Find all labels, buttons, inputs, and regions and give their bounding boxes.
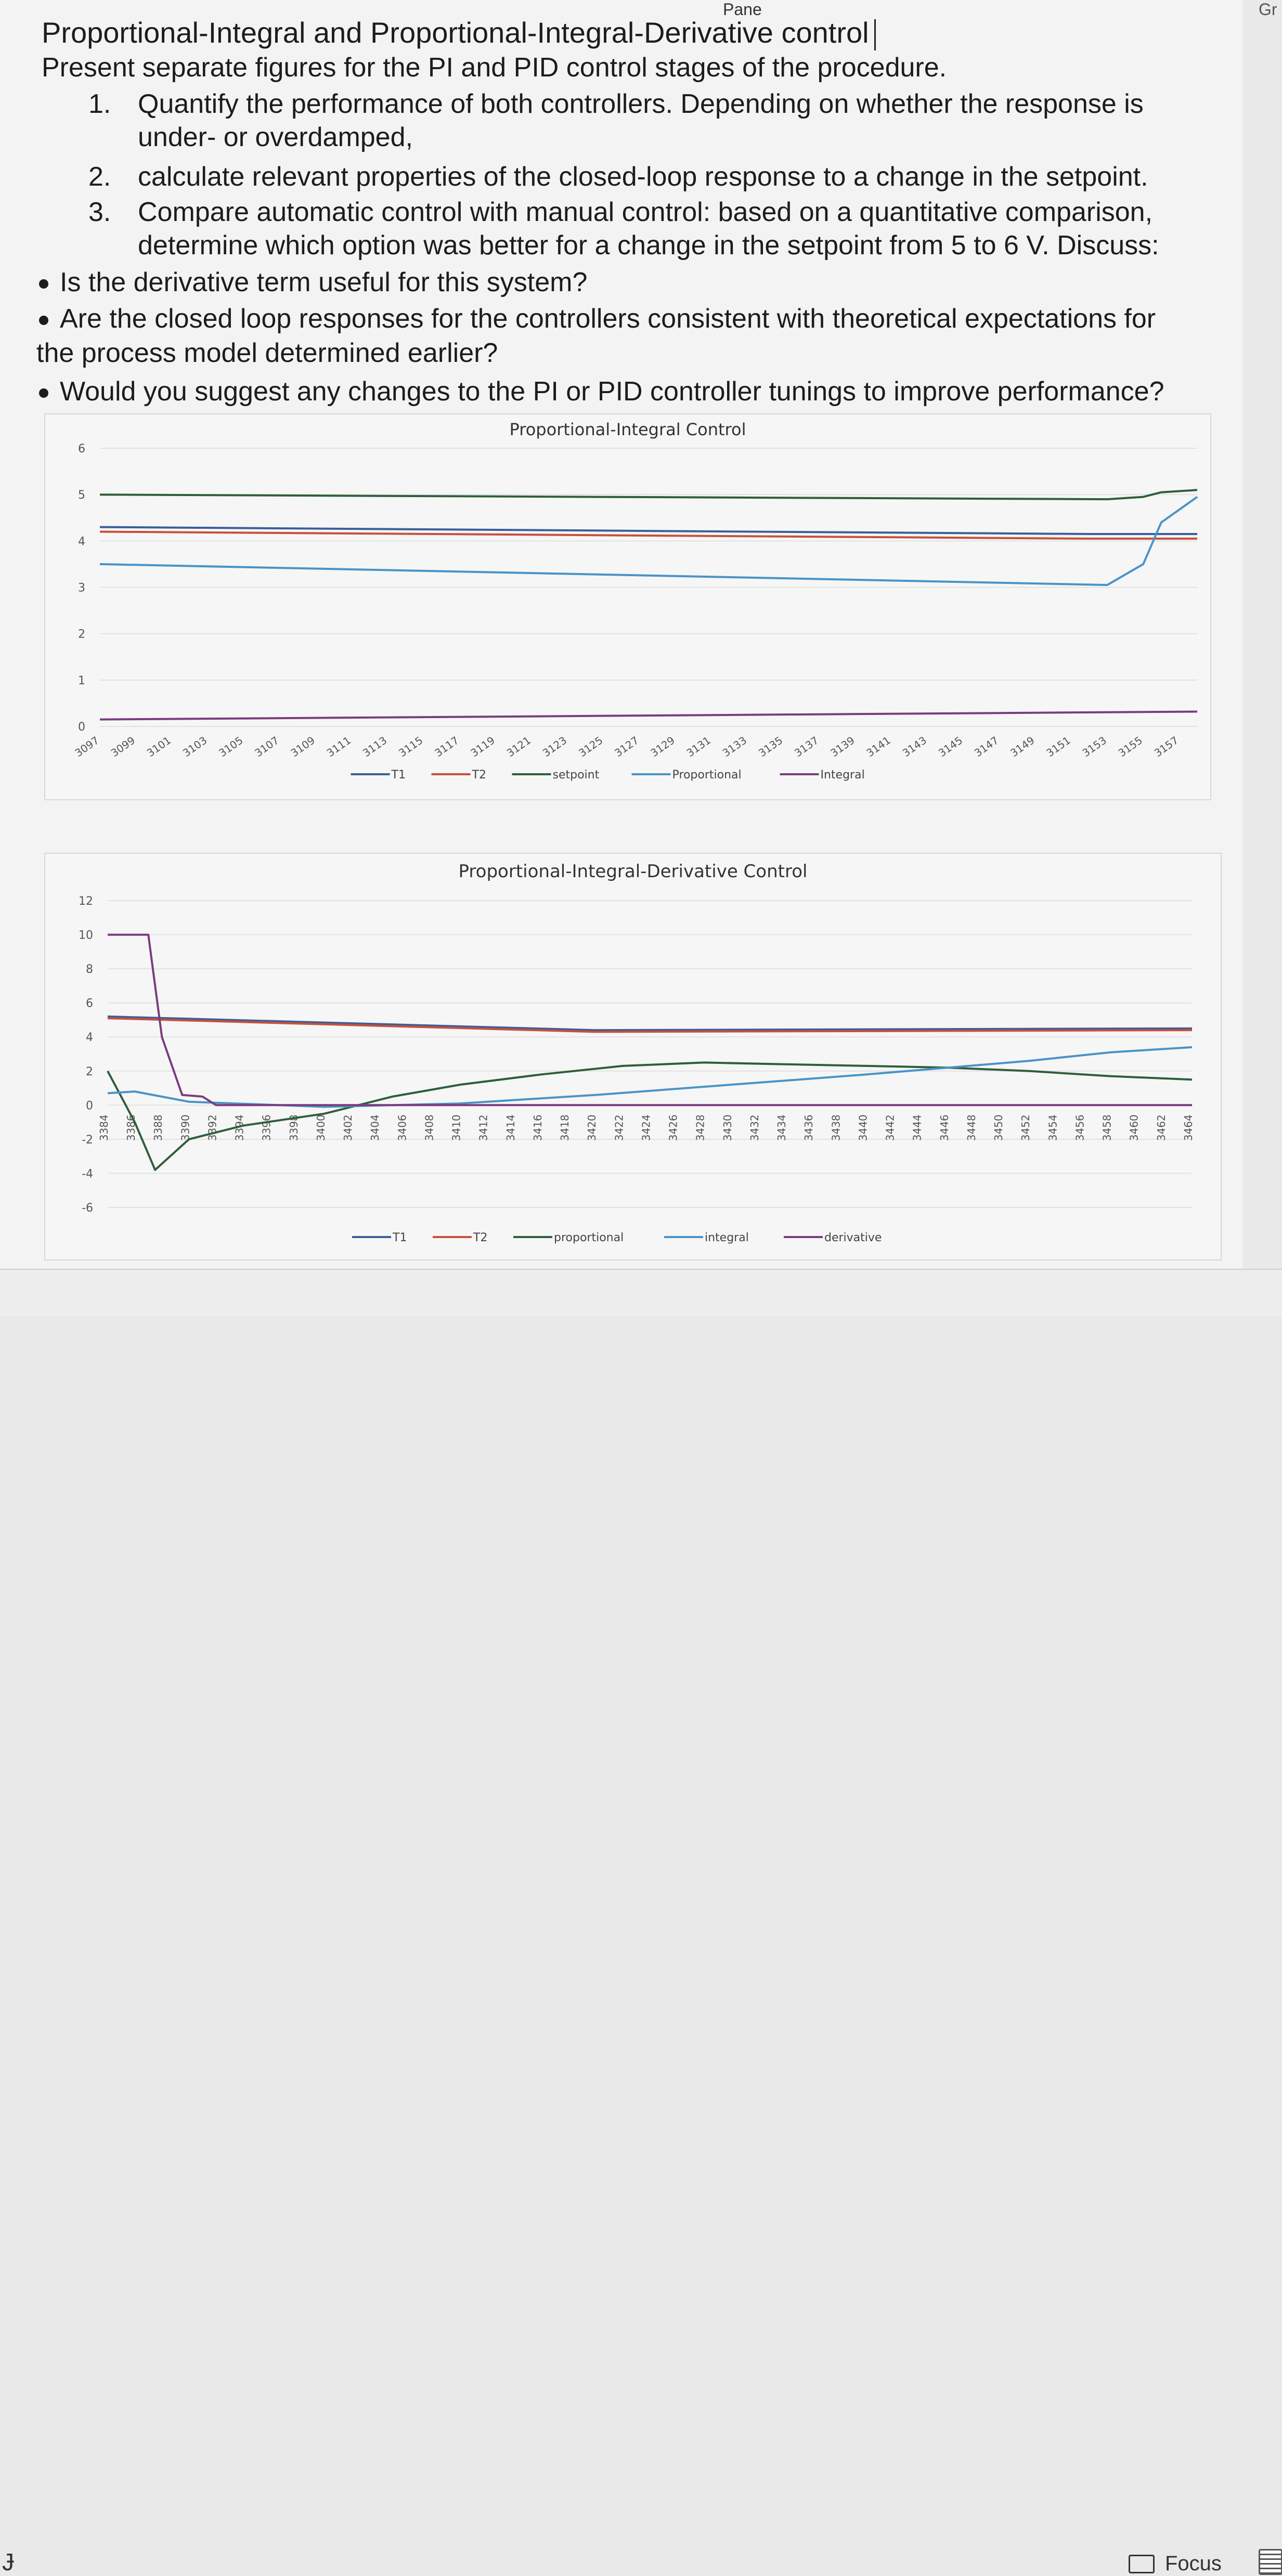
x-tick-label: 3416 [532,1114,544,1141]
x-tick-label: 3440 [857,1114,870,1141]
x-tick-label: 3137 [792,734,821,760]
x-tick-label: 3101 [144,734,174,760]
pid-chart-container[interactable] [44,853,1222,1260]
x-tick-label: 3386 [125,1114,138,1141]
legend-label: T1 [393,1231,407,1244]
x-tick-label: 3402 [342,1114,355,1141]
list-item-2 [88,160,1148,193]
list-item-3 [88,196,1159,262]
legend-label: T2 [472,769,486,782]
pid-control-chart [45,854,1221,1259]
list-item-1 [88,87,1144,154]
x-tick-label: 3129 [648,734,677,760]
y-tick-label: 2 [78,628,85,641]
legend-label: T1 [391,769,406,782]
x-tick-label: 3444 [911,1114,924,1141]
x-tick-label: 3153 [1080,734,1109,760]
status-bar [0,1269,1282,2575]
x-tick-label: 3113 [360,734,390,760]
x-tick-label: 3428 [694,1114,707,1141]
intro-paragraph: Present separate figures for the PI and PID control stages of the procedure. [42,53,947,83]
x-tick-label: 3115 [396,734,425,760]
x-tick-label: 3424 [640,1114,653,1141]
x-tick-label: 3412 [477,1114,490,1141]
x-tick-label: 3121 [504,734,534,760]
bullet-item-3 [39,374,1164,409]
x-tick-label: 3420 [586,1114,599,1141]
y-tick-label: 0 [86,1099,93,1113]
x-tick-label: 3430 [721,1114,734,1141]
list-number: 2. [88,162,111,192]
x-tick-label: 3436 [802,1114,815,1141]
x-tick-label: 3119 [468,734,497,760]
y-tick-label: 6 [86,997,93,1010]
x-tick-label: 3103 [180,734,210,760]
bullet-dot-icon [39,316,48,325]
x-tick-label: 3105 [216,734,245,760]
x-tick-label: 3141 [864,734,893,760]
list-number: 3. [88,197,111,227]
x-tick-label: 3117 [432,734,461,760]
series-line-derivative [108,935,1192,1105]
legend-label: Integral [820,769,865,782]
y-tick-label: -2 [82,1133,93,1147]
status-left-glyph: Ɉ [2,2548,14,2575]
x-tick-label: 3143 [900,734,929,760]
legend-label: integral [705,1231,749,1244]
x-tick-label: 3127 [612,734,641,760]
x-tick-label: 3432 [748,1114,761,1141]
heading-text: Proportional-Integral and Proportional-Integral-Derivative control [42,16,869,49]
x-tick-label: 3396 [260,1114,273,1141]
y-tick-label: 1 [78,674,85,687]
x-tick-label: 3410 [450,1114,463,1141]
x-tick-label: 3123 [540,734,569,760]
y-tick-label: 4 [78,535,85,549]
legend-label: Proportional [672,769,742,782]
document-heading[interactable] [42,16,876,50]
bullet-line: Would you suggest any changes to the PI or PID controller tunings to improve performance? [60,376,1164,407]
y-tick-label: -4 [82,1167,93,1181]
x-tick-label: 3434 [775,1114,788,1141]
bullet-dot-icon [39,279,48,289]
x-tick-label: 3151 [1044,734,1073,760]
x-tick-label: 3107 [252,734,281,760]
list-line: Quantify the performance of both controllers. Depending on whether the response is [138,89,1144,119]
x-tick-label: 3450 [992,1114,1005,1141]
x-tick-label: 3139 [828,734,857,760]
x-tick-label: 3392 [206,1114,219,1141]
x-tick-label: 3446 [938,1114,951,1141]
x-tick-label: 3109 [288,734,317,760]
x-tick-label: 3418 [559,1114,572,1141]
x-tick-label: 3464 [1182,1114,1195,1141]
x-tick-label: 3452 [1019,1114,1032,1141]
focus-mode-button[interactable] [1129,2552,1222,2575]
legend-label: setpoint [552,769,600,782]
x-tick-label: 3438 [830,1114,843,1141]
list-number: 1. [88,89,111,119]
x-tick-label: 3394 [233,1114,246,1141]
x-tick-label: 3456 [1073,1114,1086,1141]
print-layout-icon[interactable] [1259,2549,1282,2575]
legend-label: T2 [473,1231,488,1244]
y-tick-label: 4 [86,1031,93,1045]
x-tick-label: 3390 [179,1114,192,1141]
x-tick-label: 3384 [98,1114,110,1141]
x-tick-label: 3133 [720,734,749,760]
focus-label: Focus [1165,2552,1222,2575]
chart-title: Proportional-Integral Control [509,420,746,439]
series-line-integral [100,712,1197,720]
y-tick-label: 12 [79,895,93,908]
x-tick-label: 3408 [423,1114,436,1141]
bullet-item-1 [39,265,587,300]
x-tick-label: 3458 [1100,1114,1113,1141]
bullet-line: the process model determined earlier? [36,338,498,368]
x-tick-label: 3448 [965,1114,978,1141]
legend-label: derivative [824,1231,882,1244]
y-tick-label: 5 [78,489,85,502]
chart-title: Proportional-Integral-Derivative Control [458,861,808,882]
bullet-dot-icon [39,388,48,398]
x-tick-label: 3404 [369,1114,382,1141]
pi-chart-container[interactable] [44,413,1211,800]
x-tick-label: 3454 [1046,1114,1059,1141]
x-tick-label: 3398 [287,1114,300,1141]
y-tick-label: 2 [86,1065,93,1078]
x-tick-label: 3422 [613,1114,626,1141]
x-tick-label: 3125 [576,734,605,760]
corner-label-fragment: Gr [1259,0,1277,19]
x-tick-label: 3462 [1155,1114,1168,1141]
pi-control-chart [45,414,1210,799]
document-page [0,0,1277,1269]
focus-icon [1129,2555,1155,2573]
list-line: under- or overdamped, [138,122,413,152]
y-tick-label: 0 [78,721,85,734]
x-tick-label: 3406 [396,1114,409,1141]
x-tick-label: 3388 [152,1114,165,1141]
x-tick-label: 3111 [324,734,354,760]
x-tick-label: 3155 [1116,734,1145,760]
bullet-line: Are the closed loop responses for the controllers consistent with theoretical expectations for [60,304,1156,334]
y-tick-label: 10 [79,929,93,942]
bullet-item-2 [36,302,1156,370]
x-tick-label: 3157 [1151,734,1181,760]
list-line: calculate relevant properties of the closed-loop response to a change in the setpoint. [138,162,1148,192]
x-tick-label: 3460 [1128,1114,1141,1141]
legend-label: proportional [554,1231,624,1244]
y-tick-label: 6 [78,443,85,456]
x-tick-label: 3149 [1008,734,1037,760]
list-line: Compare automatic control with manual control: based on a quantitative comparison, [138,197,1153,227]
x-tick-label: 3400 [315,1114,327,1141]
y-tick-label: -6 [82,1202,93,1215]
x-tick-label: 3147 [972,734,1001,760]
x-tick-label: 3097 [72,734,101,760]
x-tick-label: 3131 [684,734,713,760]
x-tick-label: 3099 [108,734,138,760]
x-tick-label: 3426 [667,1114,680,1141]
x-tick-label: 3135 [756,734,785,760]
pane-label-fragment: Pane [723,0,762,19]
text-cursor [874,19,876,50]
y-tick-label: 8 [86,963,93,977]
bullet-line: Is the derivative term useful for this system? [60,267,588,297]
x-tick-label: 3145 [936,734,965,760]
series-line-integral [108,1047,1192,1107]
x-tick-label: 3442 [884,1114,897,1141]
x-tick-label: 3414 [504,1114,517,1141]
list-line: determine which option was better for a change in the setpoint from 5 to 6 V. Discuss: [138,230,1159,261]
y-tick-label: 3 [78,581,85,595]
